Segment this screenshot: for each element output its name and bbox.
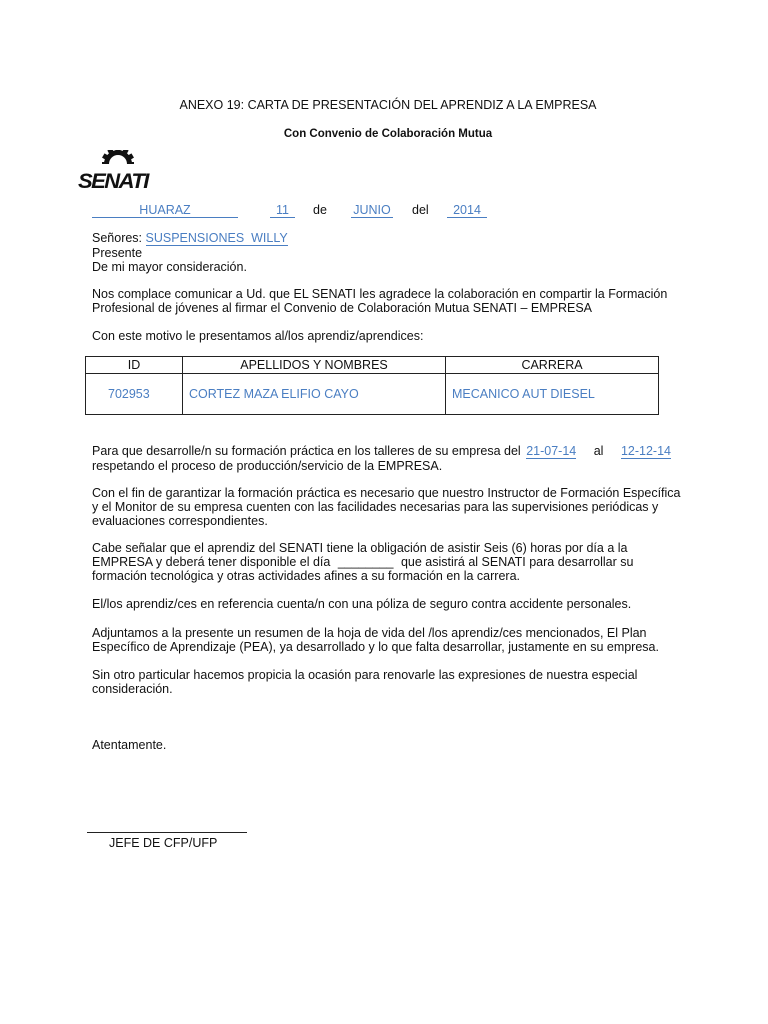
period-line-1 xyxy=(92,444,712,459)
period-before: Para que desarrolle/n su formación práctica en los talleres de su empresa del xyxy=(92,444,521,458)
date-line xyxy=(92,203,552,219)
document-title: ANEXO 19: CARTA DE PRESENTACIÓN DEL APRENDIZ A LA EMPRESA xyxy=(179,98,597,112)
recipient-block xyxy=(92,231,692,274)
header-career: CARRERA xyxy=(446,357,659,374)
header-name: APELLIDOS Y NOMBRES xyxy=(183,357,446,374)
obligation-after: que asistirá al SENATI para desarrollar su formación tecnológica y otras actividades afines a su formación en la carrera. xyxy=(92,555,634,583)
city-field: HUARAZ xyxy=(92,203,238,218)
period-from: 21-07-14 xyxy=(526,444,577,458)
signature-title: JEFE DE CFP/UFP xyxy=(109,836,218,850)
table-header-row xyxy=(86,357,659,374)
insurance-paragraph: El/los aprendiz/ces en referencia cuenta/n con una póliza de seguro contra accidente personales. xyxy=(92,597,632,611)
day-field: 11 xyxy=(270,203,295,218)
obligation-blank: ________ xyxy=(337,555,394,569)
de-text: de xyxy=(313,203,327,217)
table-row xyxy=(86,374,659,415)
apprentice-table xyxy=(85,356,659,415)
del-text: del xyxy=(412,203,429,217)
attachment-paragraph: Adjuntamos a la presente un resumen de la hoja de vida del /los aprendiz/ces mencionados, El Plan Específico de Aprendizaje (PEA), ya desarrollado y lo que falta desarrollar, justamente en su empresa. xyxy=(92,626,659,654)
period-after: respetando el proceso de producción/servicio de la EMPRESA. xyxy=(92,459,443,473)
closing-paragraph: Sin otro particular hacemos propicia la ocasión para renovarle las expresiones de nuestra especial consideración. xyxy=(92,668,638,696)
obligation-before: Cabe señalar que el aprendiz del SENATI tiene la obligación de asistir Seis (6) horas por día a la EMPRESA y deberá tener disponible el día xyxy=(92,541,628,569)
recipient-line xyxy=(92,231,692,246)
period-to: 12-12-14 xyxy=(620,444,671,458)
obligation-paragraph xyxy=(92,541,662,583)
recipient-label: Señores: xyxy=(92,231,143,245)
present-text: Presente xyxy=(92,246,143,260)
senati-logo xyxy=(78,150,158,192)
period-paragraph xyxy=(92,444,712,473)
intro-paragraph: Nos complace comunicar a Ud. que EL SENATI les agradece la colaboración en compartir la Formación Profesional de jóvenes al firmar el Convenio de Colaboración Mutua SENATI – EMPRESA xyxy=(92,287,668,315)
sign-off: Atentamente. xyxy=(92,738,167,752)
signature-line xyxy=(87,832,247,833)
greeting-text: De mi mayor consideración. xyxy=(92,260,247,274)
logo-wordmark: SENATI xyxy=(78,170,148,193)
recipient-company: SUSPENSIONES WILLY xyxy=(145,231,288,245)
document-subtitle: Con Convenio de Colaboración Mutua xyxy=(283,128,493,140)
present-line: Con este motivo le presentamos al/los aprendiz/aprendices: xyxy=(92,329,424,343)
header-id: ID xyxy=(86,357,183,374)
cell-name: CORTEZ MAZA ELIFIO CAYO xyxy=(183,374,446,415)
cell-career: MECANICO AUT DIESEL xyxy=(446,374,659,415)
year-field: 2014 xyxy=(447,203,487,218)
instructor-paragraph: Con el fin de garantizar la formación práctica es necesario que nuestro Instructor de Formación Específica y el Monitor de su empresa cuenten con las facilidades necesarias para las supervisiones periódicas y evaluaciones correspondientes. xyxy=(92,486,681,528)
month-field: JUNIO xyxy=(351,203,393,218)
period-al: al xyxy=(593,444,604,458)
cell-id: 702953 xyxy=(86,374,183,415)
